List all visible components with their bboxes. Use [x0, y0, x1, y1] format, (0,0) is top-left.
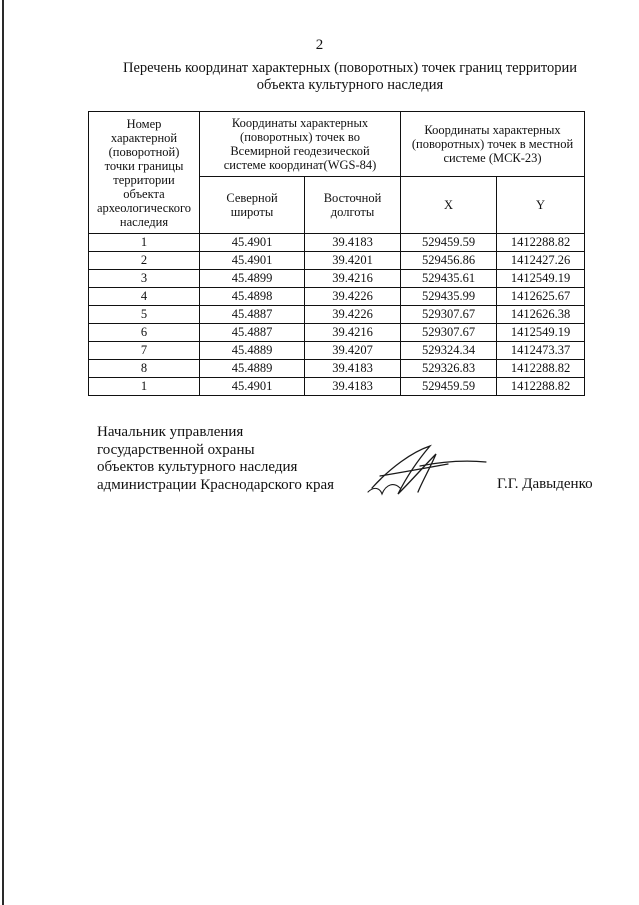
east-longitude-cell: 39.4226	[305, 288, 401, 306]
signatory-position	[97, 424, 334, 494]
y-coordinate-cell: 1412626.38	[497, 306, 585, 324]
y-coordinate-cell: 1412288.82	[497, 234, 585, 252]
x-coordinate-cell: 529456.86	[401, 252, 497, 270]
point-number-cell: 3	[89, 270, 200, 288]
header-east-longitude: Восточной долготы	[305, 177, 401, 234]
point-number-cell: 1	[89, 378, 200, 396]
x-coordinate-cell: 529326.83	[401, 360, 497, 378]
y-coordinate-cell: 1412625.67	[497, 288, 585, 306]
y-coordinate-cell: 1412427.26	[497, 252, 585, 270]
position-line: объектов культурного наследия	[97, 459, 298, 475]
table-row	[89, 270, 585, 288]
document-title	[60, 60, 639, 94]
north-latitude-cell: 45.4887	[200, 306, 305, 324]
x-coordinate-cell: 529307.67	[401, 306, 497, 324]
position-line: администрации Краснодарского края	[97, 476, 335, 493]
title-line: Перечень координат характерных (поворотных) точек границ территории	[122, 60, 578, 76]
x-coordinate-cell: 529459.59	[401, 234, 497, 252]
y-coordinate-cell: 1412288.82	[497, 378, 585, 396]
east-longitude-cell: 39.4201	[305, 252, 401, 270]
east-longitude-cell: 39.4216	[305, 324, 401, 342]
y-coordinate-cell: 1412288.82	[497, 360, 585, 378]
east-longitude-cell: 39.4183	[305, 234, 401, 252]
position-line: государственной охраны	[97, 441, 255, 458]
y-coordinate-cell: 1412549.19	[497, 270, 585, 288]
header-point-number: Номер характерной (поворотной) точки границы территории объекта археологического наследия	[89, 112, 200, 234]
table-body	[89, 234, 585, 396]
point-number-cell: 6	[89, 324, 200, 342]
position-line: Начальник управления	[97, 424, 244, 440]
point-number-cell: 8	[89, 360, 200, 378]
north-latitude-cell: 45.4899	[200, 270, 305, 288]
table-row	[89, 252, 585, 270]
y-coordinate-cell: 1412473.37	[497, 342, 585, 360]
point-number-cell: 4	[89, 288, 200, 306]
header-x: X	[401, 177, 497, 234]
table-row	[89, 378, 585, 396]
handwritten-signature	[360, 442, 490, 502]
page-number: 2	[315, 37, 324, 53]
x-coordinate-cell: 529324.34	[401, 342, 497, 360]
point-number-cell: 7	[89, 342, 200, 360]
table-row	[89, 288, 585, 306]
x-coordinate-cell: 529459.59	[401, 378, 497, 396]
north-latitude-cell: 45.4901	[200, 378, 305, 396]
title-line: объекта культурного наследия	[256, 77, 444, 93]
x-coordinate-cell: 529435.99	[401, 288, 497, 306]
x-coordinate-cell: 529435.61	[401, 270, 497, 288]
point-number-cell: 5	[89, 306, 200, 324]
east-longitude-cell: 39.4216	[305, 270, 401, 288]
y-coordinate-cell: 1412549.19	[497, 324, 585, 342]
point-number-cell: 1	[89, 234, 200, 252]
east-longitude-cell: 39.4183	[305, 378, 401, 396]
table-row	[89, 360, 585, 378]
x-coordinate-cell: 529307.67	[401, 324, 497, 342]
table-row	[89, 324, 585, 342]
east-longitude-cell: 39.4207	[305, 342, 401, 360]
header-wgs84-group: Координаты характерных (поворотных) точек во Всемирной геодезической системе координат(WGS-84)	[200, 112, 401, 177]
north-latitude-cell: 45.4898	[200, 288, 305, 306]
north-latitude-cell: 45.4901	[200, 234, 305, 252]
coordinates-table	[88, 111, 585, 396]
header-msk23-group: Координаты характерных (поворотных) точек в местной системе (МСК-23)	[401, 112, 585, 177]
north-latitude-cell: 45.4901	[200, 252, 305, 270]
table-row	[89, 234, 585, 252]
header-north-latitude: Северной широты	[200, 177, 305, 234]
table-row	[89, 306, 585, 324]
north-latitude-cell: 45.4889	[200, 342, 305, 360]
point-number-cell: 2	[89, 252, 200, 270]
table-row	[89, 342, 585, 360]
header-y: Y	[497, 177, 585, 234]
east-longitude-cell: 39.4226	[305, 306, 401, 324]
north-latitude-cell: 45.4889	[200, 360, 305, 378]
signatory-name: Г.Г. Давыденко	[497, 476, 593, 492]
east-longitude-cell: 39.4183	[305, 360, 401, 378]
scan-edge-line	[2, 0, 4, 905]
north-latitude-cell: 45.4887	[200, 324, 305, 342]
